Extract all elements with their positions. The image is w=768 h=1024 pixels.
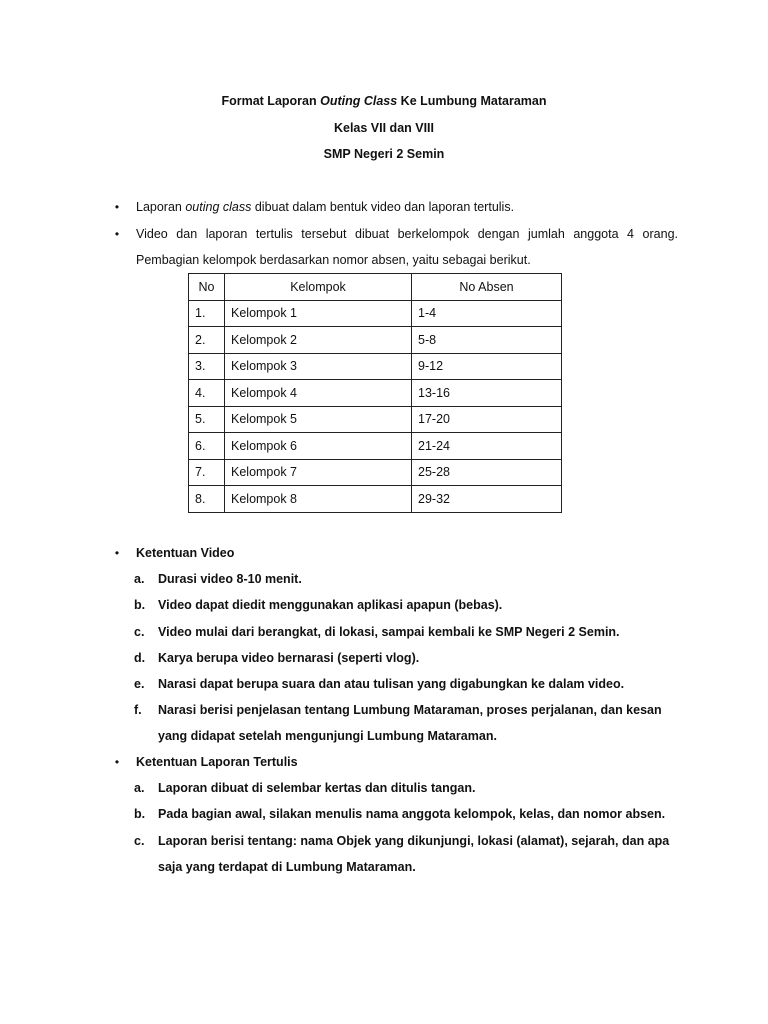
list-letter: b. (134, 807, 146, 821)
table-cell-no-absen: 5-8 (412, 327, 562, 354)
title-suffix: Ke Lumbung Mataraman (397, 94, 547, 108)
list-letter: e. (134, 677, 145, 691)
table-cell-no-absen: 25-28 (412, 459, 562, 486)
school-name: SMP Negeri 2 Semin (323, 147, 445, 161)
table-cell-no: 7. (189, 459, 225, 486)
laporan-rule-item: Laporan berisi tentang: nama Objek yang dikunjungi, lokasi (alamat), sejarah, dan apa saja yang terdapat di Lumbung Mataraman. (158, 834, 670, 874)
laporan-section-heading: Ketentuan Laporan Tertulis (136, 755, 298, 769)
video-rule-item: Video dapat diedit menggunakan aplikasi apapun (bebas). (158, 598, 503, 612)
table-cell-no: 4. (189, 380, 225, 407)
intro-p1-suffix: dibuat dalam bentuk video dan laporan tertulis. (251, 200, 515, 214)
table-cell-no: 2. (189, 327, 225, 354)
table-cell-kelompok: Kelompok 4 (225, 380, 412, 407)
video-rule-item: Karya berupa video bernarasi (seperti vlog). (158, 651, 420, 665)
table-cell-kelompok: Kelompok 6 (225, 433, 412, 460)
intro-paragraph-1 (136, 194, 678, 220)
table-cell-no: 6. (189, 433, 225, 460)
table-cell-no-absen: 17-20 (412, 406, 562, 433)
table-cell-no: 1. (189, 300, 225, 327)
table-header-no: No (189, 274, 225, 301)
list-letter: d. (134, 651, 146, 665)
table-row (189, 327, 562, 354)
table-cell-no: 8. (189, 486, 225, 513)
video-rule-item: Video mulai dari berangkat, di lokasi, sampai kembali ke SMP Negeri 2 Semin. (158, 625, 620, 639)
document-title (0, 93, 768, 109)
table-cell-no-absen: 21-24 (412, 433, 562, 460)
table-row (189, 459, 562, 486)
title-italic: Outing Class (320, 94, 398, 108)
table-row (189, 300, 562, 327)
table-row (189, 433, 562, 460)
list-letter: a. (134, 781, 145, 795)
table-header-row (189, 274, 562, 301)
table-header-no-absen: No Absen (412, 274, 562, 301)
list-letter: f. (134, 703, 142, 717)
kelompok-table (188, 273, 562, 513)
video-rule-item: Narasi berisi penjelasan tentang Lumbung Mataraman, proses perjalanan, dan kesan yang didapat setelah mengunjungi Lumbung Mataraman. (158, 703, 662, 743)
table-cell-no: 5. (189, 406, 225, 433)
bullet-marker: • (114, 227, 120, 241)
table-cell-no-absen: 1-4 (412, 300, 562, 327)
list-letter: c. (134, 625, 145, 639)
table-header-kelompok: Kelompok (225, 274, 412, 301)
table-cell-kelompok: Kelompok 3 (225, 353, 412, 380)
table-cell-no-absen: 9-12 (412, 353, 562, 380)
table-row (189, 380, 562, 407)
laporan-rule-item: Pada bagian awal, silakan menulis nama anggota kelompok, kelas, dan nomor absen. (158, 807, 666, 821)
intro-p1-prefix: Laporan (136, 200, 186, 214)
table-cell-kelompok: Kelompok 7 (225, 459, 412, 486)
table-cell-no: 3. (189, 353, 225, 380)
video-rule-item: Durasi video 8-10 menit. (158, 572, 302, 586)
table-cell-kelompok: Kelompok 1 (225, 300, 412, 327)
laporan-rule-item: Laporan dibuat di selembar kertas dan ditulis tangan. (158, 781, 476, 795)
list-letter: b. (134, 598, 146, 612)
document-subtitle: Kelas VII dan VIII (333, 121, 435, 135)
video-section-heading: Ketentuan Video (136, 546, 235, 560)
table-cell-kelompok: Kelompok 2 (225, 327, 412, 354)
list-letter: c. (134, 834, 145, 848)
table-cell-kelompok: Kelompok 8 (225, 486, 412, 513)
intro-p1-italic: outing class (185, 200, 252, 214)
video-rule-item: Narasi dapat berupa suara dan atau tulisan yang digabungkan ke dalam video. (158, 677, 625, 691)
list-letter: a. (134, 572, 145, 586)
bullet-marker: • (114, 755, 120, 769)
title-prefix: Format Laporan (221, 94, 321, 108)
bullet-marker: • (114, 546, 120, 560)
table-row (189, 486, 562, 513)
intro-paragraph-2: Video dan laporan tertulis tersebut dibuat berkelompok dengan jumlah anggota 4 orang. Pembagian kelompok berdasarkan nomor absen, yaitu sebagai berikut. (136, 227, 678, 267)
table-row (189, 353, 562, 380)
table-row (189, 406, 562, 433)
table-cell-kelompok: Kelompok 5 (225, 406, 412, 433)
bullet-marker: • (114, 200, 120, 214)
table-cell-no-absen: 13-16 (412, 380, 562, 407)
table-cell-no-absen: 29-32 (412, 486, 562, 513)
